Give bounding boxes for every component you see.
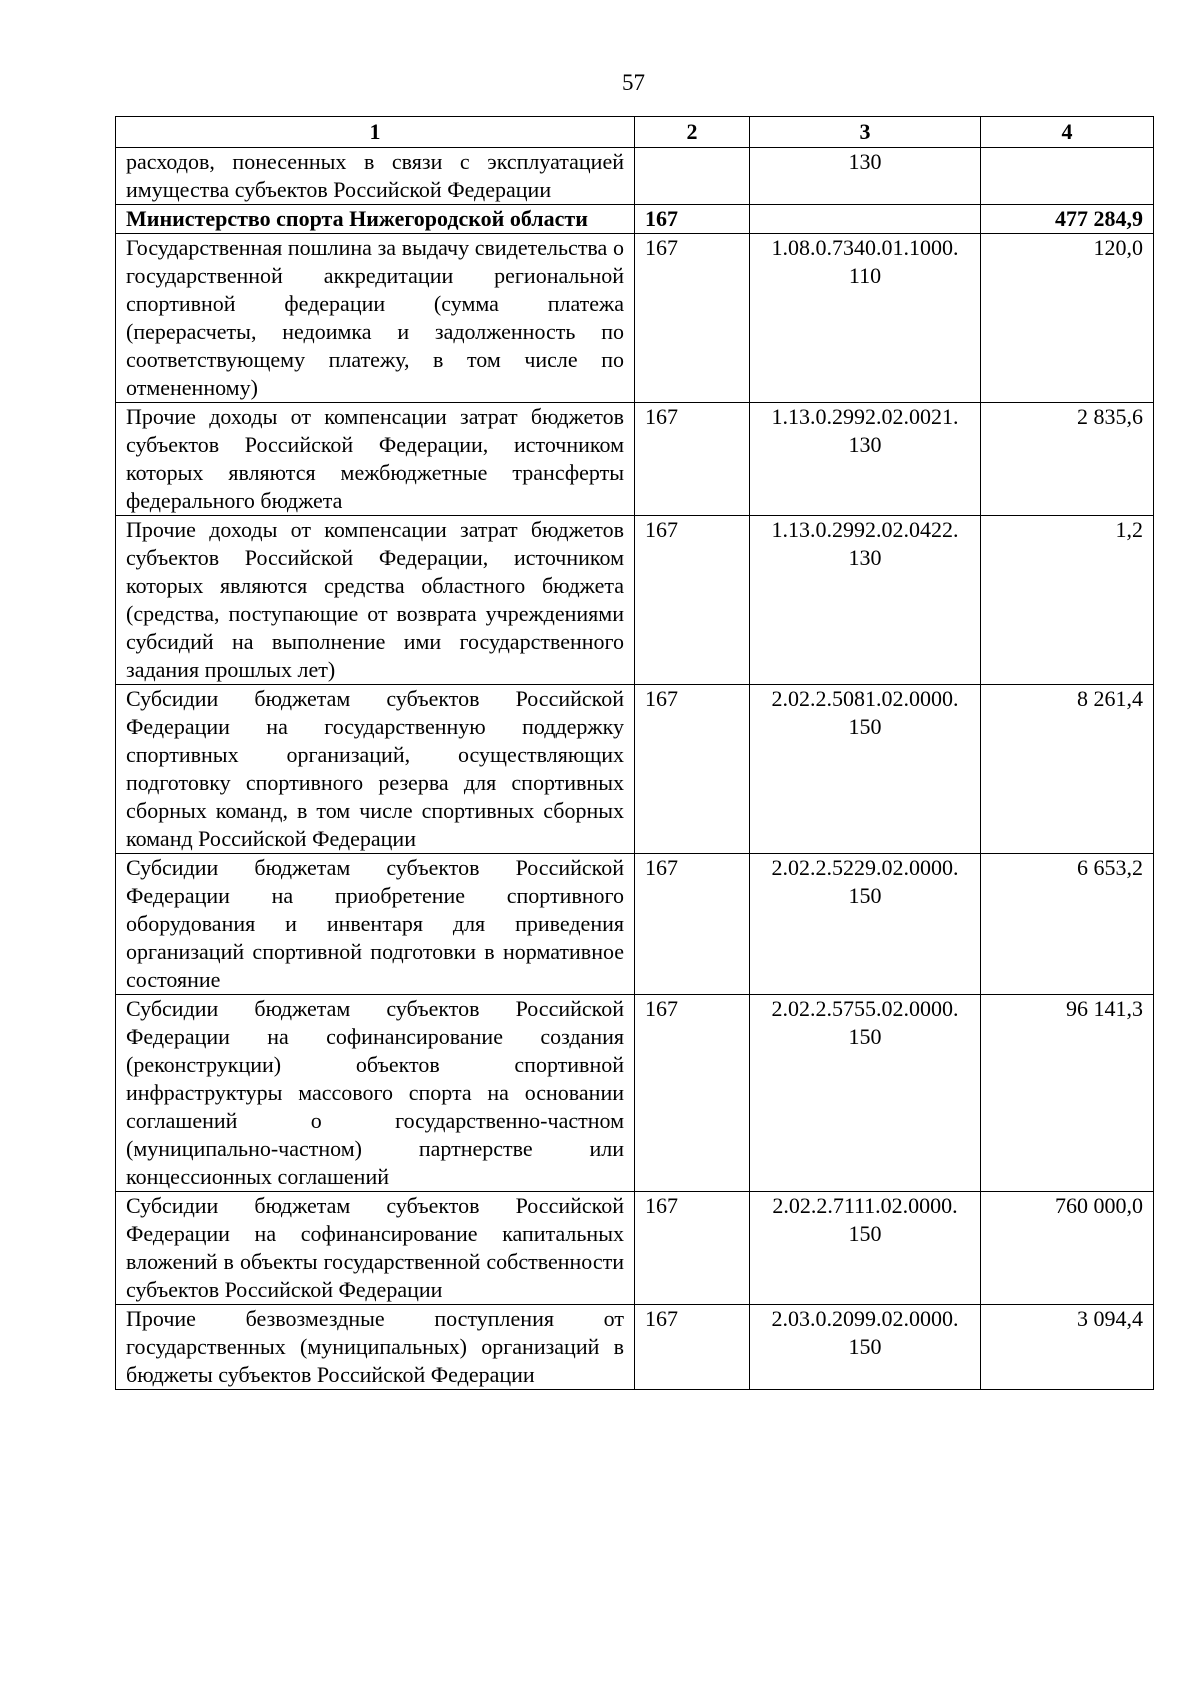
table-header — [116, 117, 1154, 148]
row-description: Министерство спорта Нижегородской области — [116, 205, 635, 234]
table-row — [116, 234, 1154, 403]
table-row — [116, 854, 1154, 995]
row-description: Прочие доходы от компенсации затрат бюджетов субъектов Российской Федерации, источником которых являются средства областного бюджета (средства, поступающие от возврата учреждениями субсидий на выполнение ими государственного задания прошлых лет) — [116, 516, 635, 685]
row-amount — [981, 148, 1154, 205]
row-admin-code: 167 — [635, 516, 750, 685]
row-budget-code: 1.13.0.2992.02.0021. 130 — [750, 403, 981, 516]
revenue-table — [115, 116, 1154, 1390]
row-budget-code: 1.13.0.2992.02.0422. 130 — [750, 516, 981, 685]
row-admin-code: 167 — [635, 205, 750, 234]
row-amount: 477 284,9 — [981, 205, 1154, 234]
column-header-3: 3 — [750, 117, 981, 148]
row-description: расходов, понесенных в связи с эксплуатацией имущества субъектов Российской Федерации — [116, 148, 635, 205]
table-row — [116, 1192, 1154, 1305]
row-admin-code: 167 — [635, 403, 750, 516]
row-amount: 1,2 — [981, 516, 1154, 685]
row-admin-code: 167 — [635, 854, 750, 995]
row-description: Субсидии бюджетам субъектов Российской Федерации на государственную поддержку спортивных организаций, осуществляющих подготовку спортивного резерва для спортивных сборных команд, в том числе спортивных сборных команд Российской Федерации — [116, 685, 635, 854]
table-body — [116, 148, 1154, 1390]
table-row — [116, 1305, 1154, 1390]
table-row — [116, 403, 1154, 516]
table-row — [116, 148, 1154, 205]
row-amount: 760 000,0 — [981, 1192, 1154, 1305]
table-row — [116, 516, 1154, 685]
row-admin-code: 167 — [635, 995, 750, 1192]
row-description: Прочие доходы от компенсации затрат бюджетов субъектов Российской Федерации, источником которых являются межбюджетные трансферты федерального бюджета — [116, 403, 635, 516]
row-description: Прочие безвозмездные поступления от государственных (муниципальных) организаций в бюджеты субъектов Российской Федерации — [116, 1305, 635, 1390]
row-budget-code — [750, 205, 981, 234]
row-admin-code: 167 — [635, 685, 750, 854]
row-budget-code: 2.02.2.7111.02.0000. 150 — [750, 1192, 981, 1305]
row-amount: 120,0 — [981, 234, 1154, 403]
table-row — [116, 685, 1154, 854]
row-amount: 2 835,6 — [981, 403, 1154, 516]
column-header-1: 1 — [116, 117, 635, 148]
header-row — [116, 117, 1154, 148]
row-amount: 96 141,3 — [981, 995, 1154, 1192]
row-admin-code: 167 — [635, 234, 750, 403]
row-amount: 6 653,2 — [981, 854, 1154, 995]
row-amount: 8 261,4 — [981, 685, 1154, 854]
row-budget-code: 2.03.0.2099.02.0000. 150 — [750, 1305, 981, 1390]
table-row — [116, 995, 1154, 1192]
page-number: 57 — [622, 70, 645, 95]
row-budget-code: 130 — [750, 148, 981, 205]
row-budget-code: 2.02.2.5081.02.0000. 150 — [750, 685, 981, 854]
row-description: Субсидии бюджетам субъектов Российской Федерации на софинансирование капитальных вложений в объекты государственной собственности субъектов Российской Федерации — [116, 1192, 635, 1305]
row-budget-code: 1.08.0.7340.01.1000. 110 — [750, 234, 981, 403]
row-description: Субсидии бюджетам субъектов Российской Федерации на приобретение спортивного оборудования и инвентаря для приведения организаций спортивной подготовки в нормативное состояние — [116, 854, 635, 995]
row-amount: 3 094,4 — [981, 1305, 1154, 1390]
column-header-2: 2 — [635, 117, 750, 148]
row-admin-code: 167 — [635, 1305, 750, 1390]
row-budget-code: 2.02.2.5229.02.0000. 150 — [750, 854, 981, 995]
row-description: Субсидии бюджетам субъектов Российской Федерации на софинансирование создания (реконструкции) объектов спортивной инфраструктуры массового спорта на основании соглашений о государственно-частном (муниципально-частном) партнерстве или концессионных соглашений — [116, 995, 635, 1192]
row-description: Государственная пошлина за выдачу свидетельства о государственной аккредитации региональной спортивной федерации (сумма платежа (перерасчеты, недоимка и задолженность по соответствующему платежу, в том числе по отмененному) — [116, 234, 635, 403]
table-row — [116, 205, 1154, 234]
row-admin-code: 167 — [635, 1192, 750, 1305]
row-admin-code — [635, 148, 750, 205]
column-header-4: 4 — [981, 117, 1154, 148]
row-budget-code: 2.02.2.5755.02.0000. 150 — [750, 995, 981, 1192]
